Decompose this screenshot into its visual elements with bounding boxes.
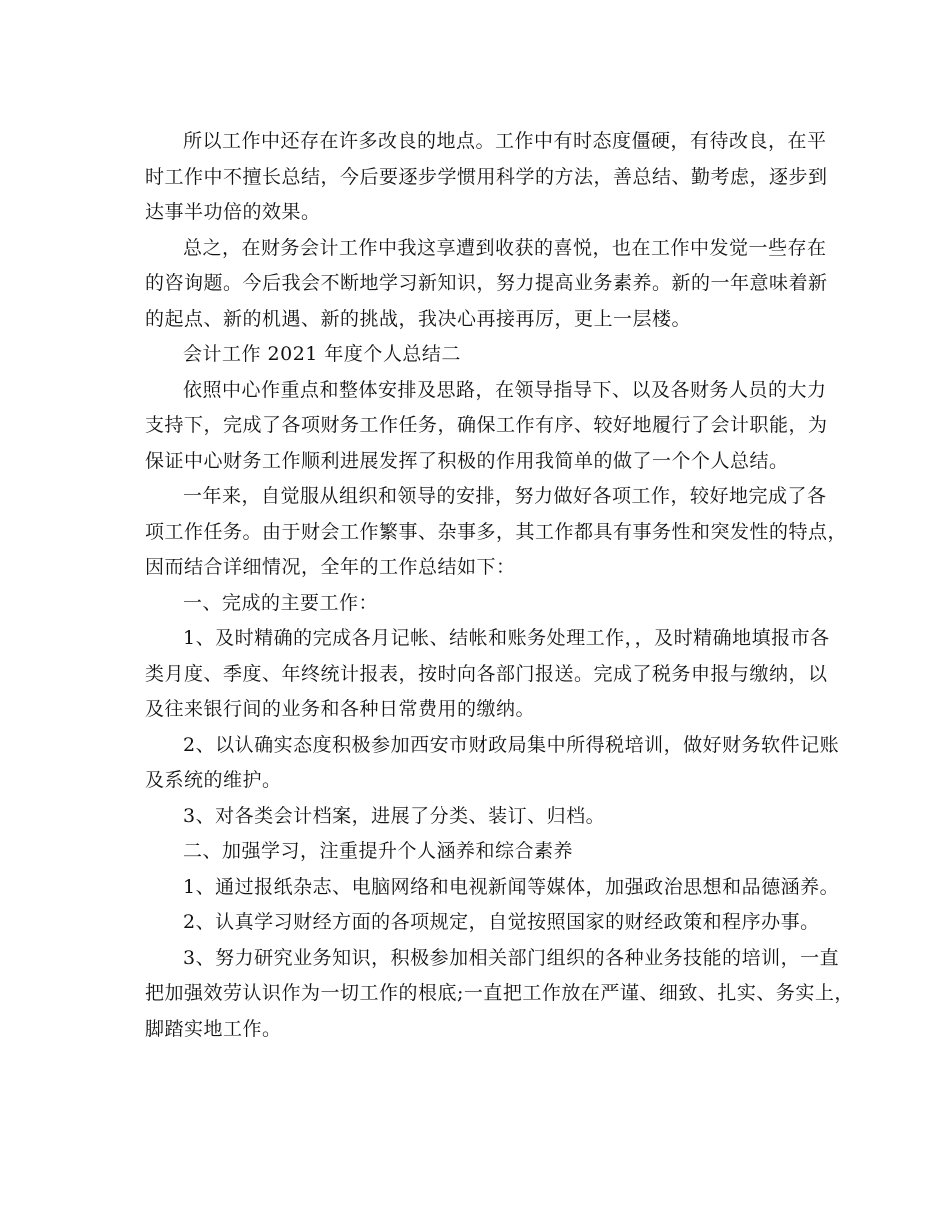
text-line: 把加强效劳认识作为一切工作的根底;一直把工作放在严谨、细致、扎实、务实上， (145, 982, 854, 1004)
paragraph (145, 834, 825, 870)
paragraph (145, 337, 825, 373)
paragraph (145, 870, 840, 906)
paragraph (145, 941, 854, 1048)
text-line: 3、对各类会计档案，进展了分类、装订、归档。 (183, 804, 606, 827)
text-line: 及往来银行间的业务和各种日常费用的缴纳。 (145, 698, 536, 720)
text-line: 达事半功倍的效果。 (145, 201, 321, 223)
paragraph (145, 586, 825, 622)
text-line: 一、完成的主要工作： (183, 591, 379, 614)
text-line: 1、通过报纸杂志、电脑网络和电视新闻等媒体，加强政治思想和品德涵养。 (183, 875, 840, 898)
paragraph (145, 479, 848, 586)
text-line: 因而结合详细情况，全年的工作总结如下： (145, 556, 516, 578)
text-line: 的咨询题。今后我会不断地学习新知识，努力提高业务素养。新的一年意味着新 (145, 272, 828, 294)
paragraph (145, 621, 830, 728)
text-line: 所以工作中还存在许多改良的地点。工作中有时态度僵硬，有待改良，在平 (183, 130, 827, 152)
text-line: 1、及时精确的完成各月记帐、结帐和账务处理工作，，及时精确地填报市各 (183, 627, 830, 649)
text-line: 保证中心财务工作顺利进展发挥了积极的作用我简单的做了一个个人总结。 (145, 449, 789, 472)
paragraph (145, 124, 828, 231)
text-line: 的起点、新的机遇、新的挑战，我决心再接再厉，更上一层楼。 (145, 307, 692, 330)
text-line: 二、加强学习，注重提升个人涵养和综合素养 (183, 840, 574, 862)
paragraph (145, 373, 828, 480)
text-line: 2、以认确实态度积极参加西安市财政局集中所得税培训，做好财务软件记账 (183, 733, 840, 756)
document-body (145, 124, 854, 1047)
text-line: 及系统的维护。 (145, 769, 282, 791)
paragraph (145, 231, 828, 338)
text-line: 3、努力研究业务知识，积极参加相关部门组织的各种业务技能的培训，一直 (183, 946, 840, 969)
text-line: 依照中心作重点和整体安排及思路，在领导指导下、以及各财务人员的大力 (183, 378, 827, 401)
text-line: 项工作任务。由于财会工作繁事、杂事多，其工作都具有事务性和突发性的特点， (145, 520, 848, 543)
text-line: 脚踏实地工作。 (145, 1017, 282, 1040)
paragraph (145, 799, 825, 835)
text-line: 会计工作 2021 年度个人总结二 (183, 343, 461, 365)
text-line: 支持下，完成了各项财务工作任务，确保工作有序、较好地履行了会计职能，为 (145, 414, 828, 436)
paragraph (145, 905, 825, 941)
text-line: 总之，在财务会计工作中我这享遭到收获的喜悦，也在工作中发觉一些存在 (183, 236, 827, 259)
paragraph (145, 728, 840, 799)
text-line: 时工作中不擅长总结，今后要逐步学惯用科学的方法，善总结、勤考虑，逐步到 (145, 165, 828, 188)
text-line: 一年来，自觉服从组织和领导的安排，努力做好各项工作，较好地完成了各 (183, 485, 827, 507)
text-line: 类月度、季度、年终统计报表，按时向各部门报送。完成了税务申报与缴纳，以 (145, 662, 828, 685)
text-line: 2、认真学习财经方面的各项规定，自觉按照国家的财经政策和程序办事。 (183, 911, 820, 933)
